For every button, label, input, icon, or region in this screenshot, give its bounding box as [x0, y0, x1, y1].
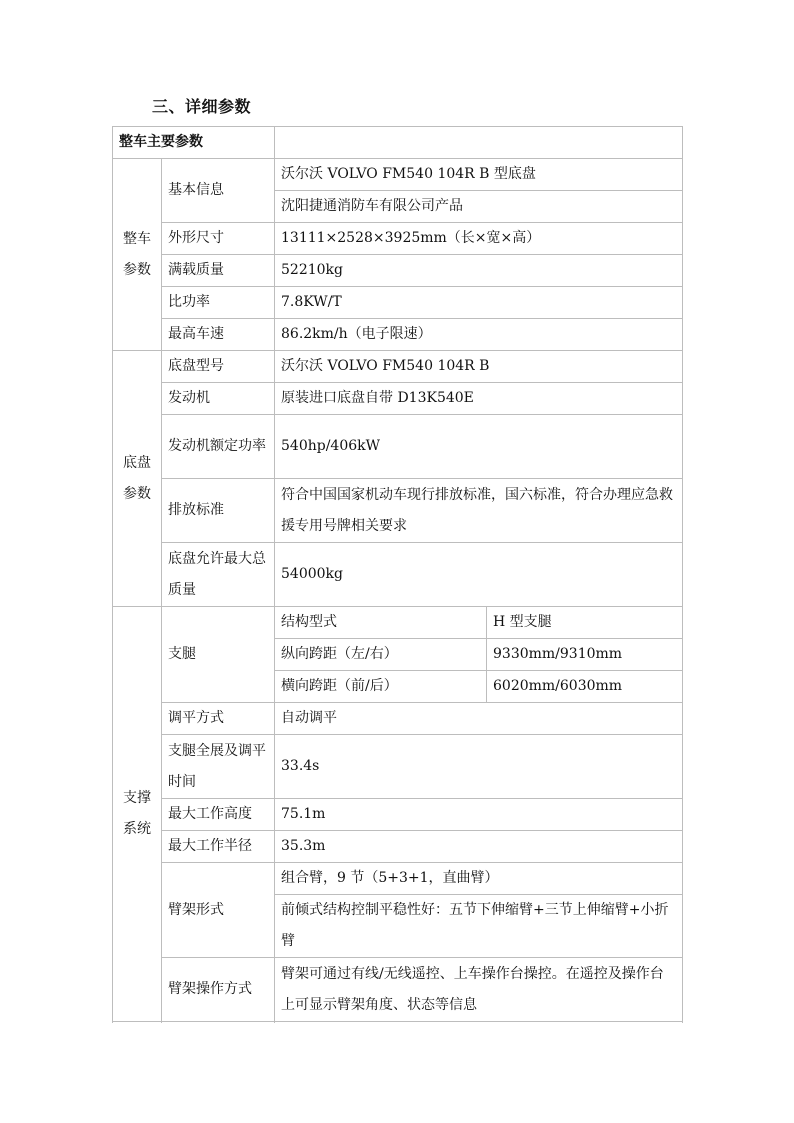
row-label: 臂架形式 — [162, 863, 275, 958]
row-value: 原装进口底盘自带 D13K540E — [275, 383, 683, 415]
table-row — [113, 351, 683, 383]
sub-key: 横向跨距（前/后） — [275, 671, 487, 703]
group-support: 支撑 系统 — [113, 607, 162, 1022]
sub-key: 纵向跨距（左/右） — [275, 639, 487, 671]
table-row — [113, 479, 683, 543]
main-header-empty — [275, 127, 683, 159]
row-value: 54000kg — [275, 543, 683, 607]
row-value: 符合中国国家机动车现行排放标准，国六标准，符合办理应急救援专用号牌相关要求 — [275, 479, 683, 543]
table-row — [113, 543, 683, 607]
sub-key: 结构型式 — [275, 607, 487, 639]
row-label: 调平方式 — [162, 703, 275, 735]
row-label: 外形尺寸 — [162, 223, 275, 255]
section-title: 三、详细参数 — [152, 97, 252, 116]
row-label: 最大工作半径 — [162, 831, 275, 863]
row-value: 沃尔沃 VOLVO FM540 104R B 型底盘 — [275, 159, 683, 191]
table-row — [113, 159, 683, 191]
row-value: 臂架可通过有线/无线遥控、上车操作台操控。在遥控及操作台上可显示臂架角度、状态等信息 — [275, 958, 683, 1022]
sub-value: 9330mm/9310mm — [487, 639, 683, 671]
main-header-row — [113, 127, 683, 159]
table-row — [113, 287, 683, 319]
sub-value: 6020mm/6030mm — [487, 671, 683, 703]
table-row — [113, 223, 683, 255]
table-row — [113, 703, 683, 735]
row-value: 7.8KW/T — [275, 287, 683, 319]
group-chassis: 底盘 参数 — [113, 351, 162, 607]
table-row — [113, 799, 683, 831]
row-value: 540hp/406kW — [275, 415, 683, 479]
row-value: 33.4s — [275, 735, 683, 799]
table-row — [113, 415, 683, 479]
row-label: 满载质量 — [162, 255, 275, 287]
row-label: 发动机额定功率 — [162, 415, 275, 479]
row-label: 发动机 — [162, 383, 275, 415]
row-value: 组合臂，9 节（5+3+1，直曲臂） — [275, 863, 683, 895]
row-label: 支腿全展及调平时间 — [162, 735, 275, 799]
main-header: 整车主要参数 — [113, 127, 275, 159]
row-label: 底盘型号 — [162, 351, 275, 383]
row-label: 底盘允许最大总质量 — [162, 543, 275, 607]
row-value: 前倾式结构控制平稳性好：五节下伸缩臂+三节上伸缩臂+小折臂 — [275, 895, 683, 958]
row-value: 沈阳捷通消防车有限公司产品 — [275, 191, 683, 223]
table-row — [113, 863, 683, 895]
row-label: 排放标准 — [162, 479, 275, 543]
row-label: 比功率 — [162, 287, 275, 319]
group-vehicle: 整车 参数 — [113, 159, 162, 351]
row-value: 自动调平 — [275, 703, 683, 735]
table-row — [113, 831, 683, 863]
table-row — [113, 735, 683, 799]
row-label: 最大工作高度 — [162, 799, 275, 831]
row-value: 35.3m — [275, 831, 683, 863]
row-label: 支腿 — [162, 607, 275, 703]
table-row — [113, 255, 683, 287]
table-row — [113, 383, 683, 415]
row-label: 基本信息 — [162, 159, 275, 223]
sub-value: H 型支腿 — [487, 607, 683, 639]
row-value: 13111×2528×3925mm（长×宽×高） — [275, 223, 683, 255]
row-value: 86.2km/h（电子限速） — [275, 319, 683, 351]
row-label: 最高车速 — [162, 319, 275, 351]
table-row — [113, 319, 683, 351]
row-value: 52210kg — [275, 255, 683, 287]
table-row — [113, 958, 683, 1022]
row-label: 臂架操作方式 — [162, 958, 275, 1022]
row-value: 75.1m — [275, 799, 683, 831]
spec-table — [112, 126, 683, 1022]
table-row — [113, 607, 683, 639]
row-value: 沃尔沃 VOLVO FM540 104R B — [275, 351, 683, 383]
